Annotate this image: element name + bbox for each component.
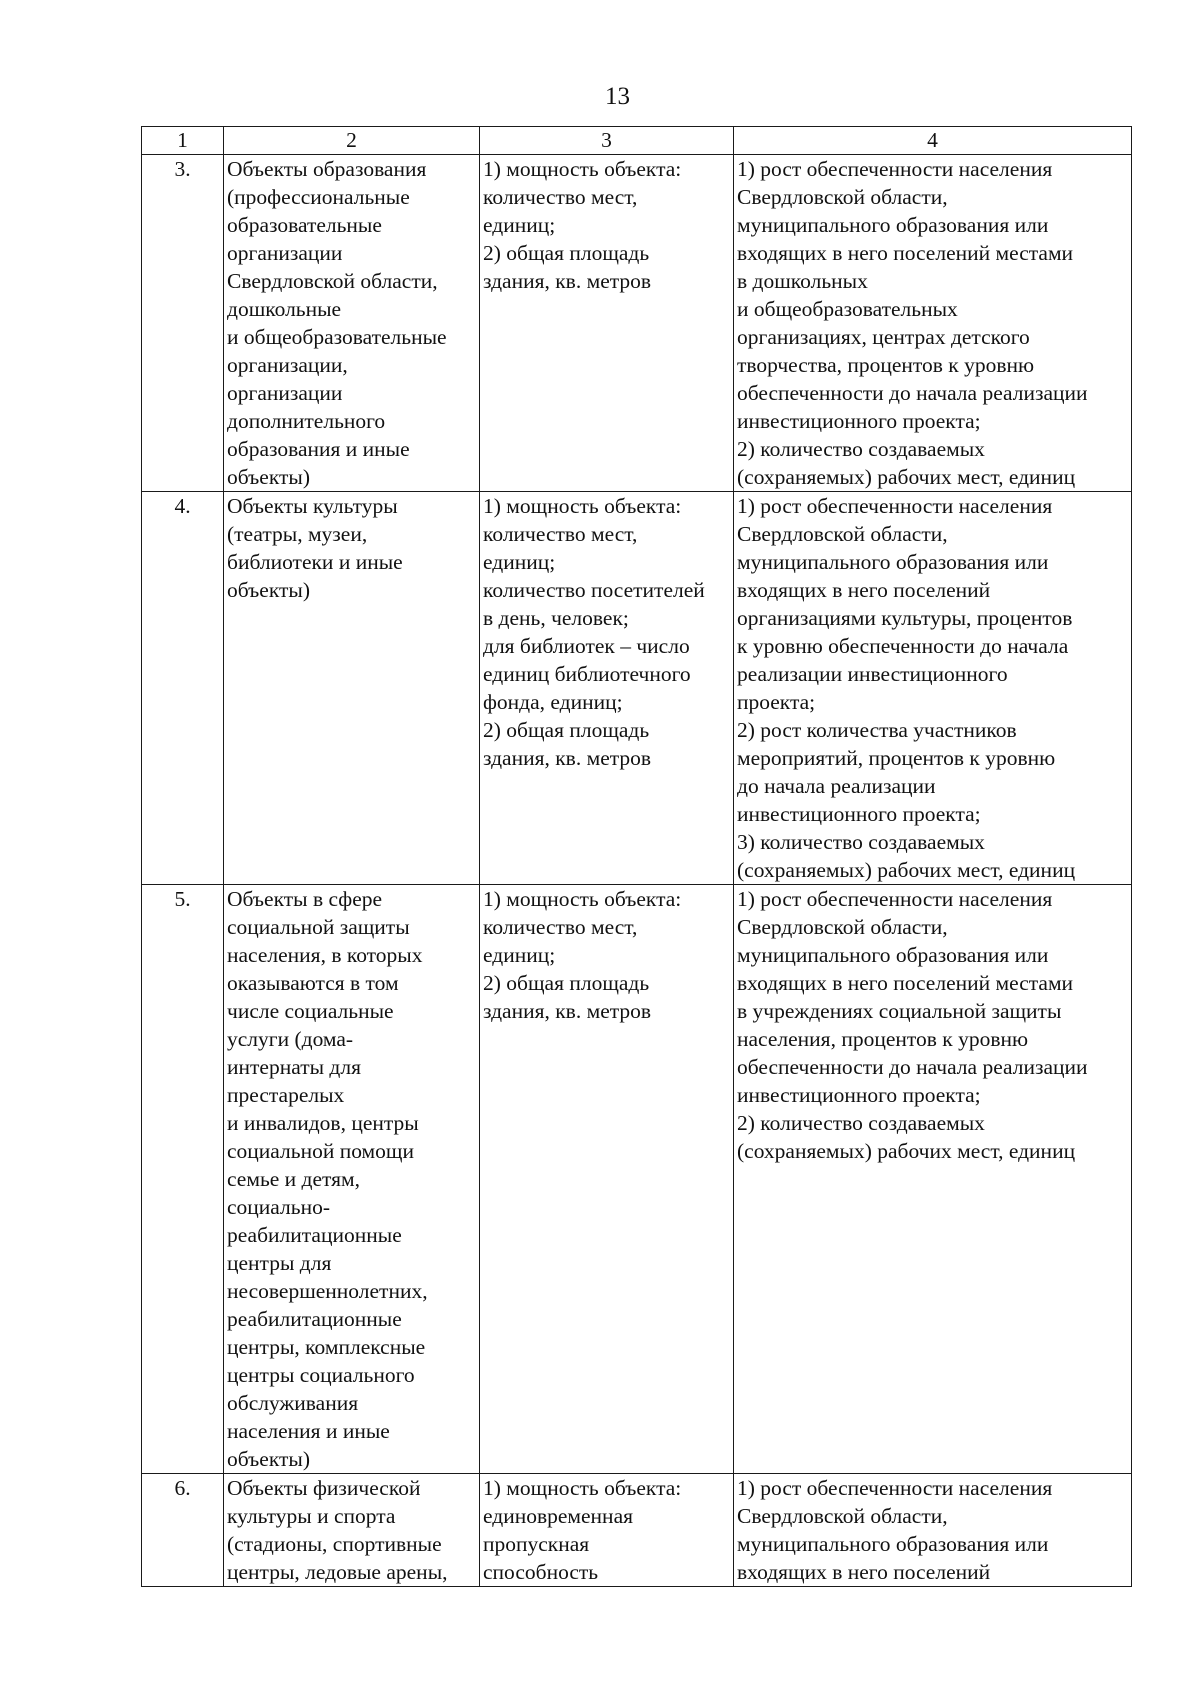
table-row bbox=[142, 1474, 1132, 1587]
row-number: 3. bbox=[142, 155, 224, 492]
row-number: 5. bbox=[142, 885, 224, 1474]
row-number: 6. bbox=[142, 1474, 224, 1587]
table-header-row bbox=[142, 127, 1132, 155]
capacity-cell: 1) мощность объекта: единовременная пропускная способность bbox=[480, 1474, 734, 1587]
object-type-cell: Объекты физической культуры и спорта (стадионы, спортивные центры, ледовые арены, bbox=[224, 1474, 480, 1587]
page-number: 13 bbox=[605, 83, 630, 110]
table-row bbox=[142, 492, 1132, 885]
column-header-2: 2 bbox=[224, 127, 480, 155]
column-header-4: 4 bbox=[734, 127, 1132, 155]
capacity-cell: 1) мощность объекта: количество мест, единиц; 2) общая площадь здания, кв. метров bbox=[480, 885, 734, 1474]
object-type-cell: Объекты в сфере социальной защиты населения, в которых оказываются в том числе социальные услуги (дома- интернаты для престарелых и инвалидов, центры социальной помощи семье и детям, социально- реабилитационные центры для несовершеннолетних, реабилитационные центры, комплексные центры социального обслуживания населения и иные объекты) bbox=[224, 885, 480, 1474]
column-header-3: 3 bbox=[480, 127, 734, 155]
object-type-cell: Объекты культуры (театры, музеи, библиотеки и иные объекты) bbox=[224, 492, 480, 885]
object-type-cell: Объекты образования (профессиональные образовательные организации Свердловской области, дошкольные и общеобразовательные организации, организации дополнительного образования и иные объекты) bbox=[224, 155, 480, 492]
table-row bbox=[142, 885, 1132, 1474]
indicators-cell: 1) рост обеспеченности населения Свердловской области, муниципального образования или входящих в него поселений организациями культуры, процентов к уровню обеспеченности до начала реализации инвестиционного проекта; 2) рост количества участников мероприятий, процентов к уровню до начала реализации инвестиционного проекта; 3) количество создаваемых (сохраняемых) рабочих мест, единиц bbox=[734, 492, 1132, 885]
objects-table bbox=[141, 126, 1132, 1587]
indicators-cell: 1) рост обеспеченности населения Свердловской области, муниципального образования или входящих в него поселений местами в дошкольных и общеобразовательных организациях, центрах детского творчества, процентов к уровню обеспеченности до начала реализации инвестиционного проекта; 2) количество создаваемых (сохраняемых) рабочих мест, единиц bbox=[734, 155, 1132, 492]
row-number: 4. bbox=[142, 492, 224, 885]
capacity-cell: 1) мощность объекта: количество мест, единиц; 2) общая площадь здания, кв. метров bbox=[480, 155, 734, 492]
indicators-cell: 1) рост обеспеченности населения Свердловской области, муниципального образования или входящих в него поселений местами в учреждениях социальной защиты населения, процентов к уровню обеспеченности до начала реализации инвестиционного проекта; 2) количество создаваемых (сохраняемых) рабочих мест, единиц bbox=[734, 885, 1132, 1474]
table-row bbox=[142, 155, 1132, 492]
capacity-cell: 1) мощность объекта: количество мест, единиц; количество посетителей в день, человек; для библиотек – число единиц библиотечного фонда, единиц; 2) общая площадь здания, кв. метров bbox=[480, 492, 734, 885]
indicators-cell: 1) рост обеспеченности населения Свердловской области, муниципального образования или входящих в него поселений bbox=[734, 1474, 1132, 1587]
column-header-1: 1 bbox=[142, 127, 224, 155]
